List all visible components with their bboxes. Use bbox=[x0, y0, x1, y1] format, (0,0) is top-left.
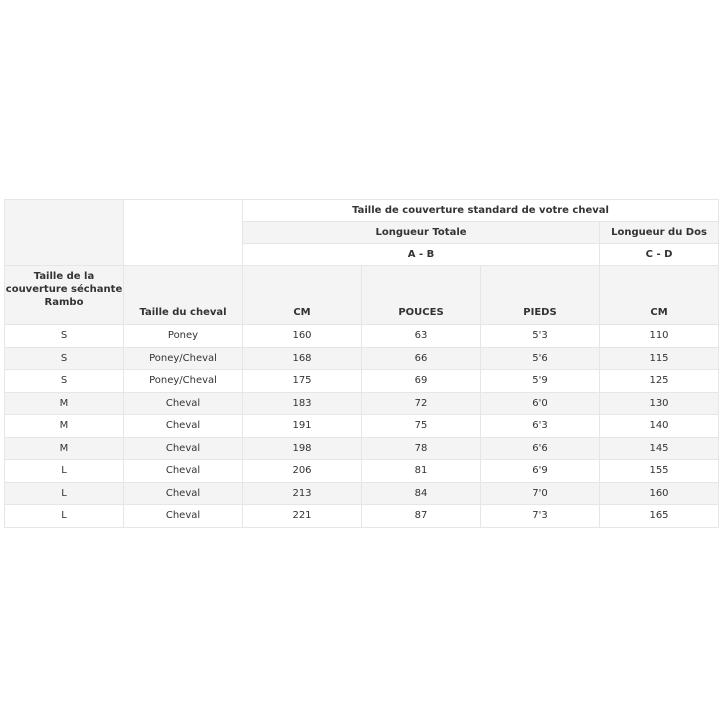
feet-header: PIEDS bbox=[481, 266, 600, 325]
empty-header-cell bbox=[5, 200, 124, 266]
horse-size-cell: Cheval bbox=[124, 505, 243, 528]
feet-cell: 7'3 bbox=[481, 505, 600, 528]
cd-header: C - D bbox=[600, 244, 719, 266]
table-row bbox=[5, 482, 719, 505]
cm-cell: 175 bbox=[243, 370, 362, 393]
table-row bbox=[5, 460, 719, 483]
inches-cell: 69 bbox=[362, 370, 481, 393]
table-row bbox=[5, 415, 719, 438]
feet-cell: 6'3 bbox=[481, 415, 600, 438]
back-cm-cell: 110 bbox=[600, 325, 719, 348]
back-cm-header: CM bbox=[600, 266, 719, 325]
group-title-header: Taille de couverture standard de votre cheval bbox=[243, 200, 719, 222]
cm-cell: 183 bbox=[243, 392, 362, 415]
cm-cell: 191 bbox=[243, 415, 362, 438]
back-cm-cell: 115 bbox=[600, 347, 719, 370]
cm-cell: 221 bbox=[243, 505, 362, 528]
horse-size-cell: Cheval bbox=[124, 392, 243, 415]
rambo-size-cell: M bbox=[5, 415, 124, 438]
cm-cell: 198 bbox=[243, 437, 362, 460]
table-row bbox=[5, 505, 719, 528]
inches-cell: 87 bbox=[362, 505, 481, 528]
ab-header: A - B bbox=[243, 244, 600, 266]
horse-size-cell: Cheval bbox=[124, 460, 243, 483]
horse-size-cell: Cheval bbox=[124, 415, 243, 438]
horse-size-cell: Poney/Cheval bbox=[124, 370, 243, 393]
horse-size-header: Taille du cheval bbox=[124, 266, 243, 325]
rambo-size-cell: S bbox=[5, 325, 124, 348]
horse-size-cell: Poney/Cheval bbox=[124, 347, 243, 370]
back-length-header: Longueur du Dos bbox=[600, 222, 719, 244]
inches-header: POUCES bbox=[362, 266, 481, 325]
rambo-size-cell: M bbox=[5, 392, 124, 415]
inches-cell: 63 bbox=[362, 325, 481, 348]
table-row bbox=[5, 325, 719, 348]
back-cm-cell: 125 bbox=[600, 370, 719, 393]
inches-cell: 72 bbox=[362, 392, 481, 415]
back-cm-cell: 155 bbox=[600, 460, 719, 483]
back-cm-cell: 130 bbox=[600, 392, 719, 415]
total-length-header: Longueur Totale bbox=[243, 222, 600, 244]
feet-cell: 6'6 bbox=[481, 437, 600, 460]
table-body bbox=[5, 325, 719, 528]
size-table bbox=[4, 199, 719, 528]
table-row bbox=[5, 392, 719, 415]
back-cm-cell: 160 bbox=[600, 482, 719, 505]
header-row-columns bbox=[5, 266, 719, 325]
table-row bbox=[5, 370, 719, 393]
back-cm-cell: 165 bbox=[600, 505, 719, 528]
back-cm-cell: 140 bbox=[600, 415, 719, 438]
rambo-size-cell: L bbox=[5, 505, 124, 528]
inches-cell: 78 bbox=[362, 437, 481, 460]
horse-size-cell: Cheval bbox=[124, 437, 243, 460]
feet-cell: 5'6 bbox=[481, 347, 600, 370]
back-cm-cell: 145 bbox=[600, 437, 719, 460]
cm-cell: 168 bbox=[243, 347, 362, 370]
rambo-size-cell: L bbox=[5, 460, 124, 483]
horse-size-cell: Poney bbox=[124, 325, 243, 348]
horse-size-cell: Cheval bbox=[124, 482, 243, 505]
cm-cell: 206 bbox=[243, 460, 362, 483]
feet-cell: 5'3 bbox=[481, 325, 600, 348]
feet-cell: 7'0 bbox=[481, 482, 600, 505]
inches-cell: 66 bbox=[362, 347, 481, 370]
feet-cell: 6'9 bbox=[481, 460, 600, 483]
table-row bbox=[5, 347, 719, 370]
feet-cell: 5'9 bbox=[481, 370, 600, 393]
cm-cell: 160 bbox=[243, 325, 362, 348]
table-header bbox=[5, 200, 719, 325]
cm-cell: 213 bbox=[243, 482, 362, 505]
inches-cell: 84 bbox=[362, 482, 481, 505]
empty-header-cell bbox=[124, 200, 243, 266]
inches-cell: 75 bbox=[362, 415, 481, 438]
rambo-size-header: Taille de la couverture séchante Rambo bbox=[5, 266, 124, 325]
table-row bbox=[5, 437, 719, 460]
inches-cell: 81 bbox=[362, 460, 481, 483]
rambo-size-cell: L bbox=[5, 482, 124, 505]
rambo-size-cell: S bbox=[5, 347, 124, 370]
rambo-size-cell: M bbox=[5, 437, 124, 460]
size-chart bbox=[4, 199, 718, 528]
cm-header: CM bbox=[243, 266, 362, 325]
header-row-group bbox=[5, 200, 719, 222]
feet-cell: 6'0 bbox=[481, 392, 600, 415]
rambo-size-cell: S bbox=[5, 370, 124, 393]
